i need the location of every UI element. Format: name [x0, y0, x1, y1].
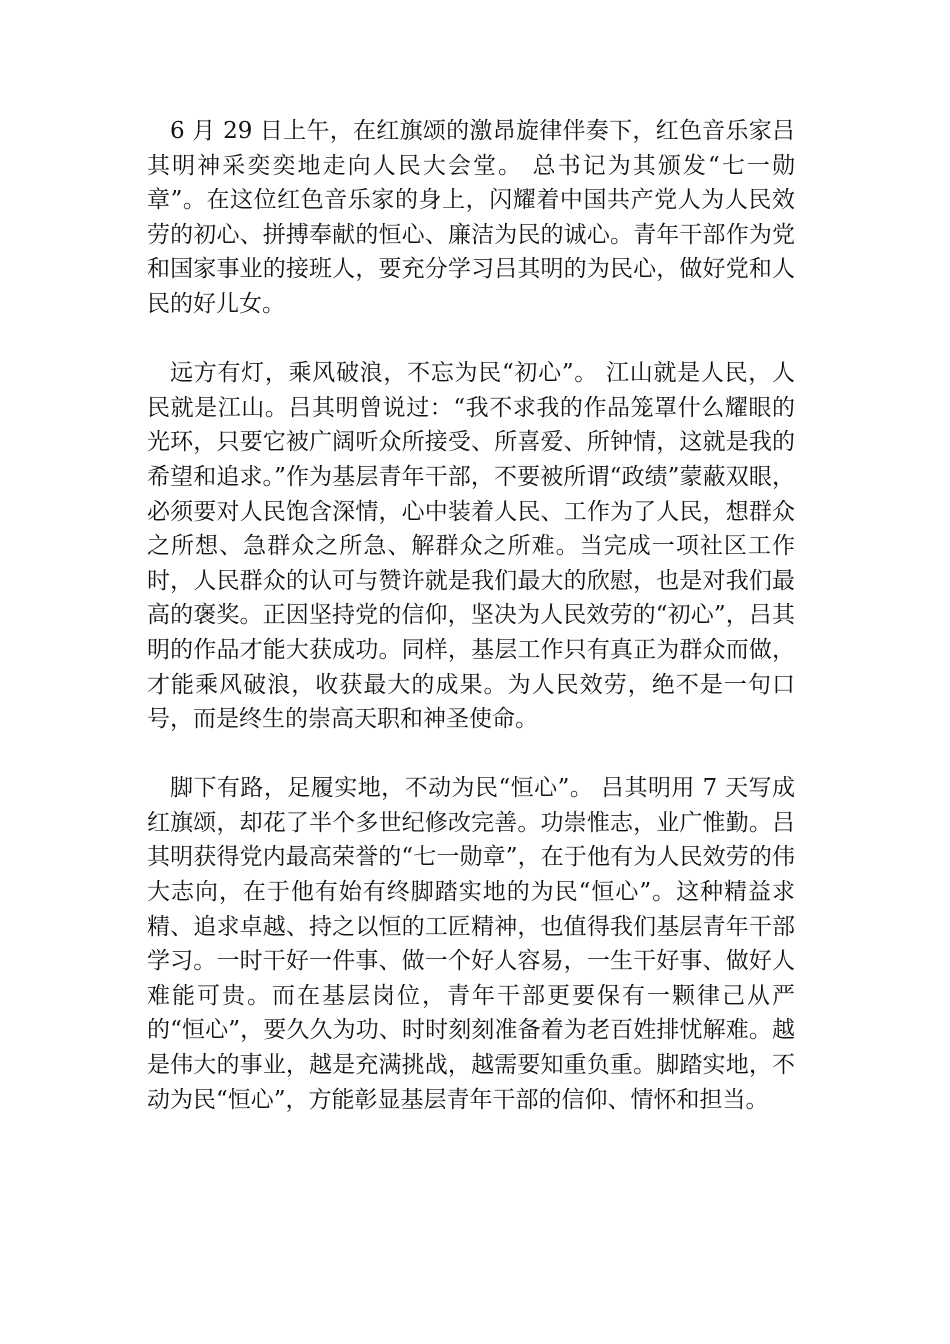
paragraph-original-aspiration: 远方有灯，乘风破浪，不忘为民“初心”。 江山就是人民，人民就是江山。吕其明曾说过：“我不求我的作品笼罩什么耀眼的光环，只要它被广阔听众所接受、所喜爱、所钟情，这就是我的希望和追求。”作为基层青年干部，不要被所谓“政绩”蒙蔽双眼，必须要对人民饱含深情，心中装着人民、工作为了人民，想群众之所想、急群众之所急、解群众之所难。当完成一项社区工作时，人民群众的认可与赞许就是我们最大的欣慰，也是对我们最高的褒奖。正因坚持党的信仰，坚决为人民效劳的“初心”，吕其明的作品才能大获成功。同样，基层工作只有真正为群众而做，才能乘风破浪，收获最大的成果。为人民效劳，绝不是一句口号，而是终生的崇高天职和神圣使命。: [147, 360, 795, 733]
article-body: [147, 114, 795, 1117]
paragraph-intro: 6 月 29 日上午，在红旗颂的激昂旋律伴奏下，红色音乐家吕其明神采奕奕地走向人民大会堂。 总书记为其颁发“七一勋章”。在这位红色音乐家的身上，闪耀着中国共产党人为人民效劳的初心、拼搏奉献的恒心、廉洁为民的诚心。青年干部作为党和国家事业的接班人，要充分学习吕其明的为民心，做好党和人民的好儿女。: [147, 118, 795, 317]
paragraph-perseverance: 脚下有路，足履实地，不动为民“恒心”。 吕其明用 7 天写成红旗颂，却花了半个多世纪修改完善。功崇惟志，业广惟勤。吕其明获得党内最高荣誉的“七一勋章”，在于他有为人民效劳的伟大志向，在于他有始有终脚踏实地的为民“恒心”。这种精益求精、追求卓越、持之以恒的工匠精神，也值得我们基层青年干部学习。一时干好一件事、做一个好人容易，一生干好事、做好人难能可贵。而在基层岗位，青年干部更要保有一颗律己从严的“恒心”，要久久为功、时时刻刻准备着为老百姓排忧解难。越是伟大的事业，越是充满挑战，越需要知重负重。脚踏实地，不动为民“恒心”，方能彰显基层青年干部的信仰、情怀和担当。: [147, 775, 795, 1113]
